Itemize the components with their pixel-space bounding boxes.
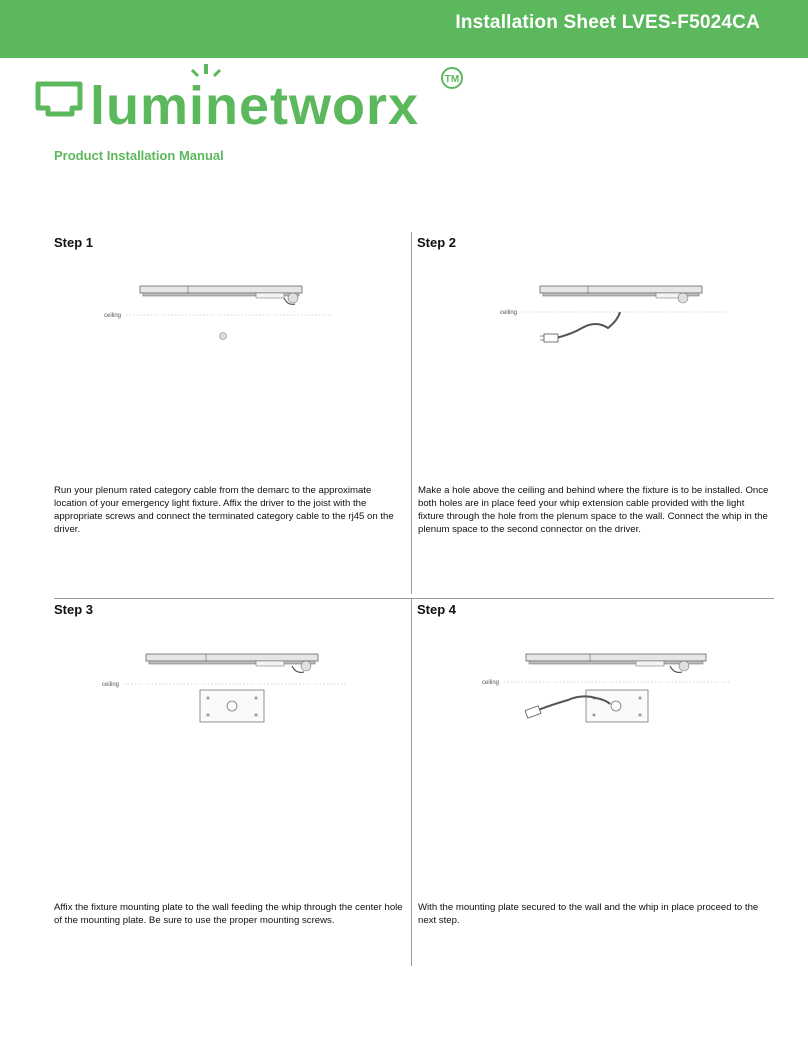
ceiling-label: ceiling (102, 682, 120, 688)
step-4-diagram (478, 646, 738, 726)
step-4-heading: Step 4 (417, 602, 457, 617)
manual-subtitle: Product Installation Manual (54, 148, 224, 163)
step-3-diagram (96, 646, 356, 726)
step-1-diagram (96, 276, 346, 346)
header-bar (0, 0, 808, 58)
brand-logo (34, 64, 474, 142)
trademark-mark: TM (444, 74, 460, 85)
ceiling-label: ceiling (482, 680, 500, 686)
step-2-heading: Step 2 (417, 235, 457, 250)
step-2-text: Make a hole above the ceiling and behind where the fixture is to be installed. Once both holes are in place feed your whip extension cable provided with the light fixture through the hole from the plenum space to the wall. Connect the whip in the plenum space to the second connector on the driver. (418, 485, 769, 535)
ceiling-label: ceiling (104, 313, 122, 319)
logo-wordmark: luminetworx (90, 76, 420, 136)
luminetworx-logo (34, 64, 474, 142)
step-1-text: Run your plenum rated category cable from the demarc to the approximate location of your emergency light fixture. Affix the driver to the joist with the appropriate screws and connect the terminated category cable to the rj45 on the driver. (54, 485, 394, 535)
column-divider-top (411, 232, 412, 594)
step-2-diagram (496, 276, 746, 366)
document-title: Installation Sheet LVES-F5024CA (455, 12, 760, 33)
step-3-heading: Step 3 (54, 602, 94, 617)
ceiling-label: ceiling (500, 310, 518, 316)
row-divider (54, 598, 774, 599)
step-3-text: Affix the fixture mounting plate to the wall feeding the whip through the center hole of the mounting plate. Be sure to use the proper mounting screws. (54, 902, 403, 926)
column-divider-bottom (411, 598, 412, 966)
step-1-heading: Step 1 (54, 235, 94, 250)
step-4-text: With the mounting plate secured to the wall and the whip in place proceed to the next step. (418, 902, 759, 926)
